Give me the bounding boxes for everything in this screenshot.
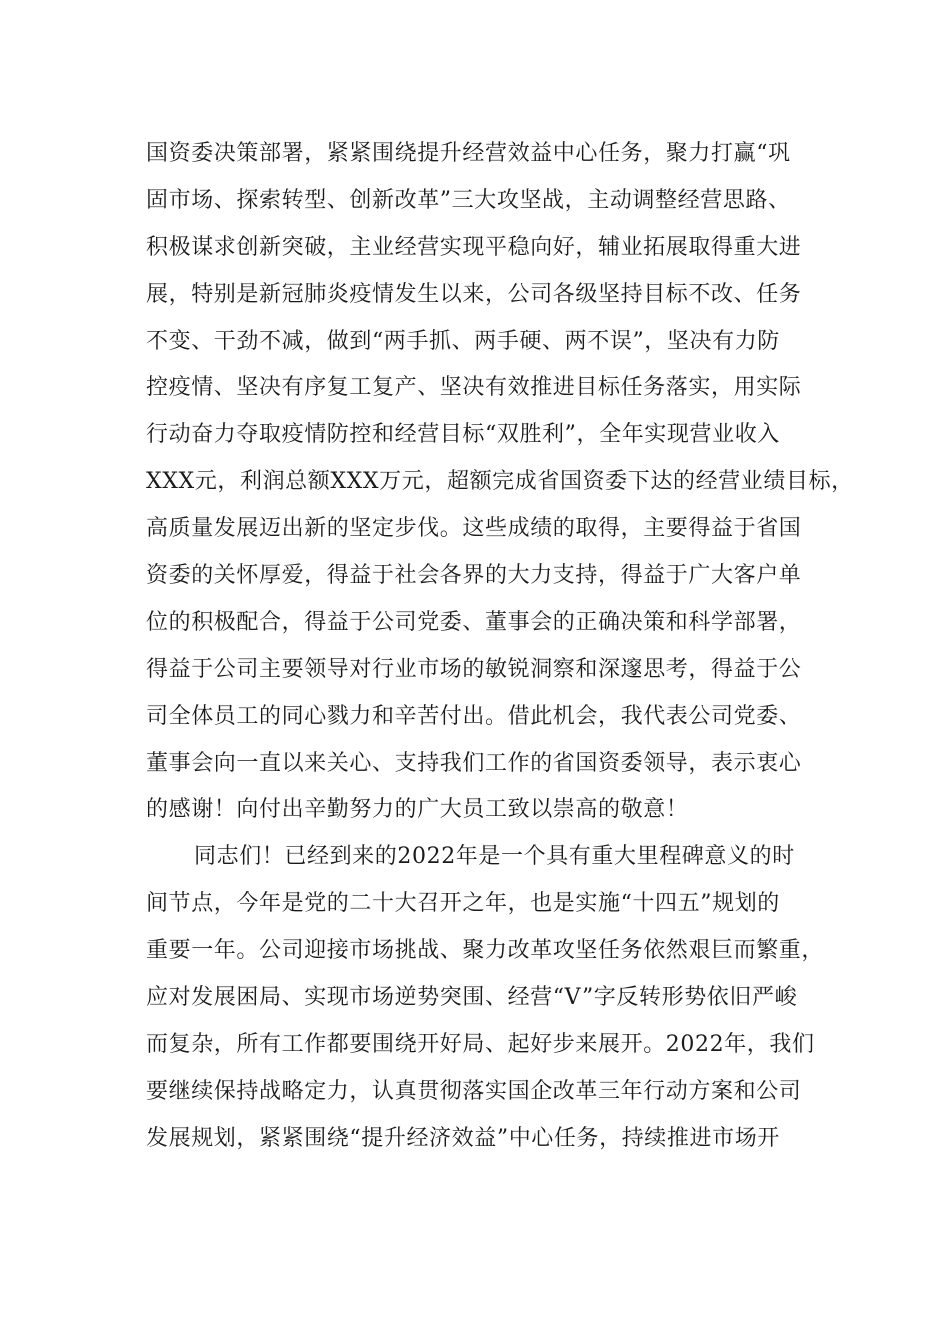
- text-line: 得益于公司主要领导对行业市场的敏锐洞察和深邃思考，得益于公: [146, 656, 802, 682]
- text-line: 间节点，今年是党的二十大召开之年，也是实施“十四五”规划的: [146, 891, 780, 917]
- text-line: XXX元，利润总额XXX万元，超额完成省国资委下达的经营业绩目标，: [146, 469, 854, 495]
- text-line: 固市场、探索转型、创新改革”三大攻坚战，主动调整经营思路、: [146, 187, 791, 213]
- text-line: 应对发展困局、实现市场逆势突围、经营“V”字反转形势依旧严峻: [146, 985, 798, 1011]
- text-line: 积极谋求创新突破，主业经营实现平稳向好，辅业拓展取得重大进: [146, 234, 802, 260]
- text-line: 不变、干劲不减，做到“两手抓、两手硬、两不误”，坚决有力防: [146, 328, 780, 354]
- text-line: 控疫情、坚决有序复工复产、坚决有效推进目标任务落实，用实际: [146, 375, 802, 401]
- text-line: 而复杂，所有工作都要围绕开好局、起好步来展开。2022年，我们: [146, 1031, 815, 1057]
- text-line: 发展规划，紧紧围绕“提升经济效益”中心任务，持续推进市场开: [146, 1125, 780, 1151]
- text-line: 展，特别是新冠肺炎疫情发生以来，公司各级坚持目标不改、任务: [146, 281, 802, 307]
- text-line: 行动奋力夺取疫情防控和经营目标“双胜利”，全年实现营业收入: [146, 422, 780, 448]
- text-line: 资委的关怀厚爱，得益于社会各界的大力支持，得益于广大客户单: [146, 563, 802, 589]
- text-line: 要继续保持战略定力，认真贯彻落实国企改革三年行动方案和公司: [146, 1078, 802, 1104]
- text-line: 国资委决策部署，紧紧围绕提升经营效益中心任务，聚力打赢“巩: [146, 141, 791, 166]
- text-line: 位的积极配合，得益于公司党委、董事会的正确决策和科学部署，: [146, 609, 802, 635]
- text-line: 重要一年。公司迎接市场挑战、聚力改革攻坚任务依然艰巨而繁重，: [146, 938, 825, 964]
- paragraph-first-line: 同志们！已经到来的2022年是一个具有重大里程碑意义的时: [194, 844, 795, 870]
- text-line: 董事会向一直以来关心、支持我们工作的省国资委领导，表示衷心: [146, 750, 802, 776]
- body-text: [146, 131, 854, 1163]
- text-line: 的感谢！向付出辛勤努力的广大员工致以崇高的敬意！: [146, 797, 689, 823]
- text-line: 高质量发展迈出新的坚定步伐。这些成绩的取得，主要得益于省国: [146, 516, 802, 542]
- text-line: 司全体员工的同心戮力和辛苦付出。借此机会，我代表公司党委、: [146, 703, 802, 729]
